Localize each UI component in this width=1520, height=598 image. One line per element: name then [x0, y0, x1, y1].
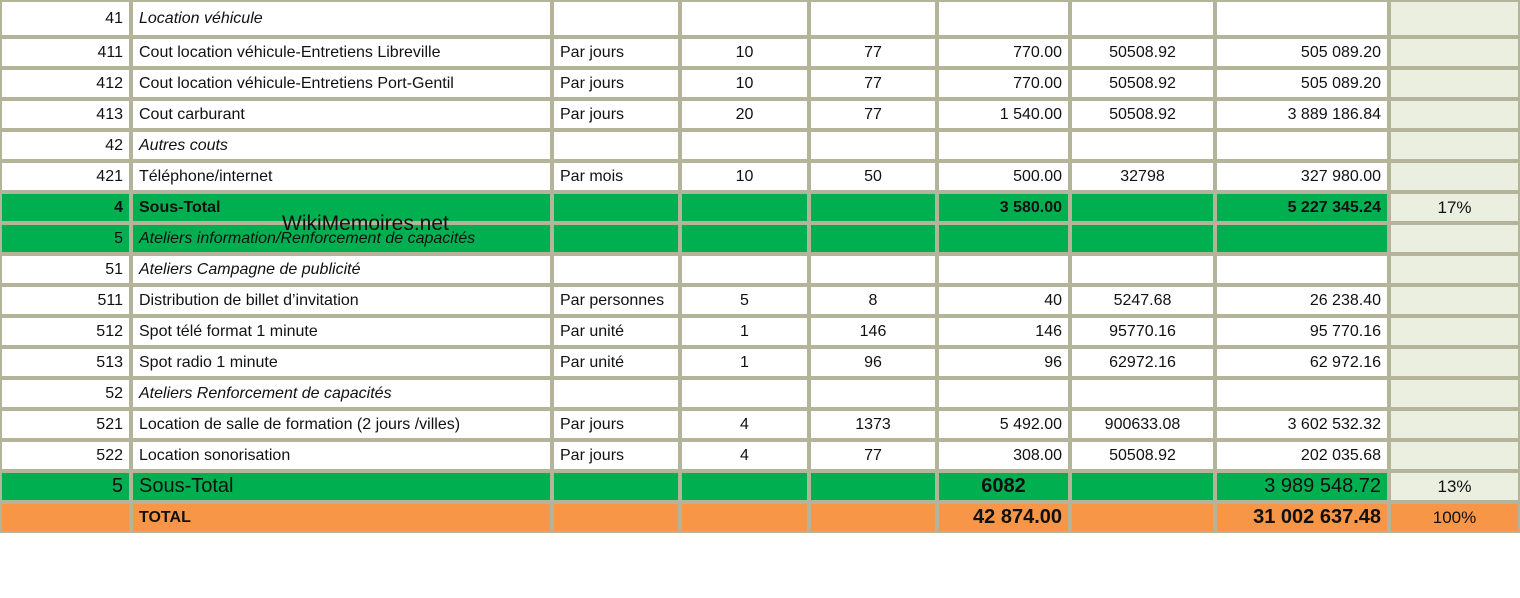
- row-converted-value: 900633.08: [1070, 409, 1215, 440]
- row-unit-price: [937, 223, 1070, 254]
- row-unit: Par personnes: [552, 285, 680, 316]
- row-count: 1373: [809, 409, 937, 440]
- row-unit: [552, 502, 680, 533]
- row-number: 5: [0, 471, 131, 502]
- row-unit: Par unité: [552, 316, 680, 347]
- row-percentage: [1389, 409, 1520, 440]
- row-label: Ateliers Renforcement de capacités: [131, 378, 552, 409]
- row-unit: [552, 378, 680, 409]
- row-total: 95 770.16: [1215, 316, 1389, 347]
- row-total: 3 989 548.72: [1215, 471, 1389, 502]
- subtotal-row: [0, 192, 1520, 223]
- row-converted-value: 50508.92: [1070, 99, 1215, 130]
- row-quantity: 10: [680, 37, 809, 68]
- row-count: 77: [809, 99, 937, 130]
- row-unit: Par jours: [552, 409, 680, 440]
- row-total: [1215, 0, 1389, 37]
- row-total: 62 972.16: [1215, 347, 1389, 378]
- row-number: 52: [0, 378, 131, 409]
- row-label: Location sonorisation: [131, 440, 552, 471]
- row-quantity: [680, 378, 809, 409]
- row-number: 513: [0, 347, 131, 378]
- row-count: [809, 502, 937, 533]
- row-unit: [552, 223, 680, 254]
- row-total: 505 089.20: [1215, 68, 1389, 99]
- row-quantity: [680, 0, 809, 37]
- watermark: WikiMemoires.net: [282, 212, 449, 235]
- row-converted-value: [1070, 192, 1215, 223]
- row-unit-price: [937, 0, 1070, 37]
- row-count: [809, 223, 937, 254]
- row-count: [809, 0, 937, 37]
- row-number: 511: [0, 285, 131, 316]
- row-quantity: 5: [680, 285, 809, 316]
- row-quantity: 4: [680, 440, 809, 471]
- row-unit: Par unité: [552, 347, 680, 378]
- table-row: [0, 130, 1520, 161]
- row-number: 421: [0, 161, 131, 192]
- row-unit: [552, 130, 680, 161]
- row-converted-value: [1070, 223, 1215, 254]
- subtotal-row: [0, 471, 1520, 502]
- row-total: 31 002 637.48: [1215, 502, 1389, 533]
- row-unit: Par jours: [552, 68, 680, 99]
- row-converted-value: [1070, 254, 1215, 285]
- row-count: 77: [809, 68, 937, 99]
- table-row: [0, 440, 1520, 471]
- row-count: 77: [809, 37, 937, 68]
- row-label: TOTAL: [131, 502, 552, 533]
- row-quantity: 20: [680, 99, 809, 130]
- row-quantity: 1: [680, 347, 809, 378]
- row-percentage: [1389, 285, 1520, 316]
- row-converted-value: 62972.16: [1070, 347, 1215, 378]
- table-row: [0, 285, 1520, 316]
- row-total: 202 035.68: [1215, 440, 1389, 471]
- row-percentage: [1389, 161, 1520, 192]
- row-converted-value: 50508.92: [1070, 37, 1215, 68]
- row-percentage: [1389, 130, 1520, 161]
- row-unit-price: 770.00: [937, 37, 1070, 68]
- row-unit-price: [937, 254, 1070, 285]
- row-converted-value: [1070, 130, 1215, 161]
- table-row: [0, 254, 1520, 285]
- row-label: Location véhicule: [131, 0, 552, 37]
- row-total: [1215, 130, 1389, 161]
- row-count: [809, 471, 937, 502]
- row-number: [0, 502, 131, 533]
- table-row: [0, 378, 1520, 409]
- row-label: Ateliers information/Renforcement de capacités: [131, 223, 552, 254]
- row-label: Location de salle de formation (2 jours /villes): [131, 409, 552, 440]
- row-number: 42: [0, 130, 131, 161]
- row-unit: [552, 254, 680, 285]
- row-total: 327 980.00: [1215, 161, 1389, 192]
- table-row: [0, 161, 1520, 192]
- row-quantity: [680, 223, 809, 254]
- row-unit: Par jours: [552, 37, 680, 68]
- table-row: [0, 99, 1520, 130]
- row-unit: [552, 471, 680, 502]
- row-total: [1215, 378, 1389, 409]
- table-row: [0, 0, 1520, 37]
- row-count: 96: [809, 347, 937, 378]
- row-unit-price: 42 874.00: [937, 502, 1070, 533]
- row-count: 50: [809, 161, 937, 192]
- row-converted-value: 32798: [1070, 161, 1215, 192]
- row-label: Sous-Total: [131, 471, 552, 502]
- row-percentage: [1389, 68, 1520, 99]
- row-count: 146: [809, 316, 937, 347]
- row-converted-value: 50508.92: [1070, 68, 1215, 99]
- row-quantity: 4: [680, 409, 809, 440]
- row-percentage: [1389, 347, 1520, 378]
- row-count: [809, 192, 937, 223]
- row-total: [1215, 223, 1389, 254]
- row-unit-price: 96: [937, 347, 1070, 378]
- row-quantity: [680, 254, 809, 285]
- row-percentage: [1389, 0, 1520, 37]
- table-row: [0, 37, 1520, 68]
- row-percentage: 100%: [1389, 502, 1520, 533]
- row-total: 3 889 186.84: [1215, 99, 1389, 130]
- row-percentage: [1389, 316, 1520, 347]
- row-label: Spot radio 1 minute: [131, 347, 552, 378]
- row-converted-value: 95770.16: [1070, 316, 1215, 347]
- row-quantity: [680, 130, 809, 161]
- row-total: 3 602 532.32: [1215, 409, 1389, 440]
- row-unit-price: 770.00: [937, 68, 1070, 99]
- row-label: Autres couts: [131, 130, 552, 161]
- row-unit-price: 5 492.00: [937, 409, 1070, 440]
- row-number: 413: [0, 99, 131, 130]
- row-number: 4: [0, 192, 131, 223]
- row-total: 26 238.40: [1215, 285, 1389, 316]
- total-row: [0, 502, 1520, 533]
- row-converted-value: [1070, 378, 1215, 409]
- table-row: [0, 316, 1520, 347]
- row-converted-value: [1070, 502, 1215, 533]
- row-percentage: [1389, 99, 1520, 130]
- row-unit: Par jours: [552, 99, 680, 130]
- table-row: [0, 68, 1520, 99]
- row-unit-price: [937, 378, 1070, 409]
- row-unit-price: 3 580.00: [937, 192, 1070, 223]
- row-unit-price: 500.00: [937, 161, 1070, 192]
- row-percentage: [1389, 440, 1520, 471]
- row-quantity: [680, 471, 809, 502]
- row-label: Cout carburant: [131, 99, 552, 130]
- row-percentage: 13%: [1389, 471, 1520, 502]
- row-quantity: [680, 502, 809, 533]
- row-count: 77: [809, 440, 937, 471]
- row-unit: Par mois: [552, 161, 680, 192]
- row-label: Distribution de billet d’invitation: [131, 285, 552, 316]
- row-unit: Par jours: [552, 440, 680, 471]
- row-percentage: [1389, 223, 1520, 254]
- row-number: 512: [0, 316, 131, 347]
- row-count: 8: [809, 285, 937, 316]
- row-total: [1215, 254, 1389, 285]
- row-quantity: [680, 192, 809, 223]
- row-label: Cout location véhicule-Entretiens Port-Gentil: [131, 68, 552, 99]
- table-row: [0, 347, 1520, 378]
- row-unit-price: [937, 130, 1070, 161]
- row-label: Ateliers Campagne de publicité: [131, 254, 552, 285]
- row-percentage: 17%: [1389, 192, 1520, 223]
- row-unit-price: 308.00: [937, 440, 1070, 471]
- row-converted-value: [1070, 471, 1215, 502]
- row-percentage: [1389, 254, 1520, 285]
- row-count: [809, 378, 937, 409]
- row-unit: [552, 192, 680, 223]
- row-number: 411: [0, 37, 131, 68]
- row-label: Téléphone/internet: [131, 161, 552, 192]
- row-converted-value: [1070, 0, 1215, 37]
- row-converted-value: 50508.92: [1070, 440, 1215, 471]
- row-number: 5: [0, 223, 131, 254]
- row-number: 521: [0, 409, 131, 440]
- row-unit-price: 40: [937, 285, 1070, 316]
- row-label: Spot télé format 1 minute: [131, 316, 552, 347]
- row-unit-price: 1 540.00: [937, 99, 1070, 130]
- row-percentage: [1389, 37, 1520, 68]
- row-quantity: 10: [680, 161, 809, 192]
- row-label: Cout location véhicule-Entretiens Libreville: [131, 37, 552, 68]
- row-unit: [552, 0, 680, 37]
- row-number: 41: [0, 0, 131, 37]
- row-percentage: [1389, 378, 1520, 409]
- row-label: Sous-Total: [131, 192, 552, 223]
- row-unit-price: 6082: [937, 471, 1070, 502]
- row-count: [809, 254, 937, 285]
- row-total: 505 089.20: [1215, 37, 1389, 68]
- row-total: 5 227 345.24: [1215, 192, 1389, 223]
- row-count: [809, 130, 937, 161]
- row-quantity: 10: [680, 68, 809, 99]
- row-converted-value: 5247.68: [1070, 285, 1215, 316]
- row-number: 51: [0, 254, 131, 285]
- section-header-row: [0, 223, 1520, 254]
- row-number: 412: [0, 68, 131, 99]
- table-row: [0, 409, 1520, 440]
- row-quantity: 1: [680, 316, 809, 347]
- row-unit-price: 146: [937, 316, 1070, 347]
- row-number: 522: [0, 440, 131, 471]
